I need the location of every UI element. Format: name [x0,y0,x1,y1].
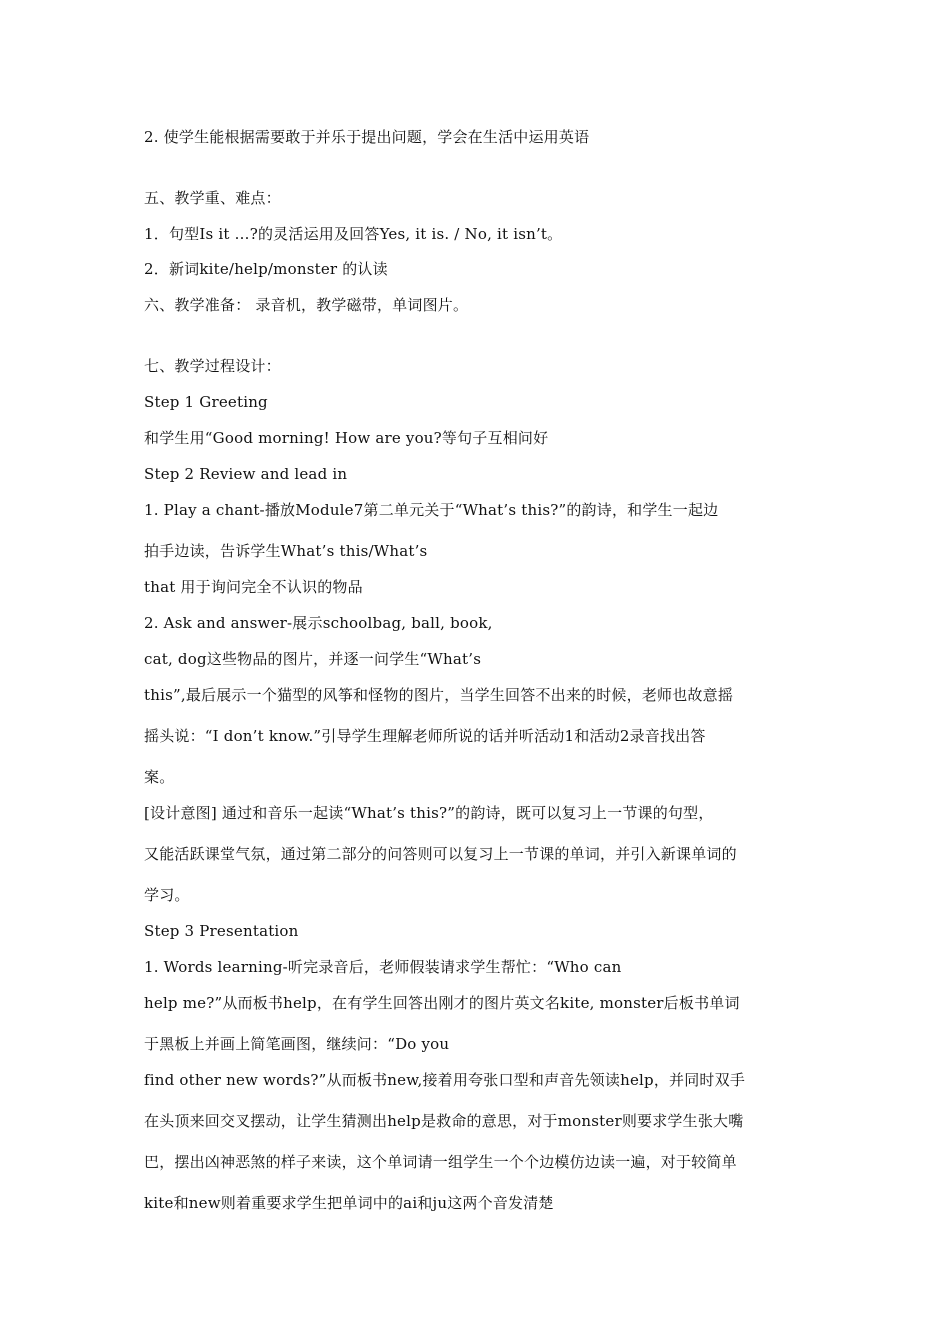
key-point-1: 1．句型Is it …?的灵活运用及回答Yes, it is. / No, it isn’t。 [144,225,563,243]
key-point-2: 2．新词kite/help/monster 的认读 [144,260,388,278]
step-3-item-1-line-7: kite和new则着重要求学生把单词中的ai和ju这两个音发清楚 [144,1194,554,1212]
step-3-item-1-line-1: 1. Words learning-听完录音后，老师假装请求学生帮忙：“Who can [144,958,622,976]
step-2-item-1-line-1: 1. Play a chant-播放Module7第二单元关于“What’s this?”的韵诗，和学生一起边 [144,501,719,519]
step-3-item-1-line-4: find other new words?”从而板书new,接着用夸张口型和声音先领读help，并同时双手 [144,1071,746,1089]
step-3-item-1-line-3: 于黑板上并画上简笔画图，继续问：“Do you [144,1035,450,1053]
design-intent-line-3: 学习。 [144,886,190,904]
step-2-item-2-line-1: 2. Ask and answer-展示schoolbag, ball, book, [144,614,493,632]
section-5-heading: 五、教学重、难点： [144,189,281,207]
step-2-item-1-line-3: that 用于询问完全不认识的物品 [144,578,363,596]
design-intent-line-1: [设计意图] 通过和音乐一起读“What’s this?”的韵诗，既可以复习上一节课的句型， [144,804,714,822]
step-1-heading: Step 1 Greeting [144,393,268,411]
section-7-heading: 七、教学过程设计： [144,357,281,375]
step-3-item-1-line-2: help me?”从而板书help，在有学生回答出刚才的图片英文名kite, monster后板书单词 [144,994,740,1012]
step-2-item-2-line-5: 案。 [144,768,175,786]
step-3-item-1-line-6: 巴，摆出凶神恶煞的样子来读，这个单词请一组学生一个个边模仿边读一遍，对于较简单 [144,1153,737,1171]
step-1-text: 和学生用“Good morning! How are you?等句子互相问好 [144,429,549,447]
step-2-item-2-line-4: 摇头说：“I don’t know.”引导学生理解老师所说的话并听活动1和活动2录音找出答 [144,727,706,745]
step-2-item-2-line-3: this”,最后展示一个猫型的风筝和怪物的图片，当学生回答不出来的时候，老师也故意摇 [144,686,734,704]
step-3-heading: Step 3 Presentation [144,922,299,940]
objective-2: 2. 使学生能根据需要敢于并乐于提出问题，学会在生活中运用英语 [144,128,590,146]
step-3-item-1-line-5: 在头顶来回交叉摆动，让学生猜测出help是救命的意思，对于monster则要求学生张大嘴 [144,1112,744,1130]
design-intent-line-2: 又能活跃课堂气氛，通过第二部分的问答则可以复习上一节课的单词，并引入新课单词的 [144,845,737,863]
section-6-heading: 六、教学准备： 录音机，教学磁带，单词图片。 [144,296,469,314]
step-2-heading: Step 2 Review and lead in [144,465,348,483]
step-2-item-1-line-2: 拍手边读，告诉学生What’s this/What’s [144,542,428,560]
step-2-item-2-line-2: cat, dog这些物品的图片，并逐一问学生“What’s [144,650,482,668]
